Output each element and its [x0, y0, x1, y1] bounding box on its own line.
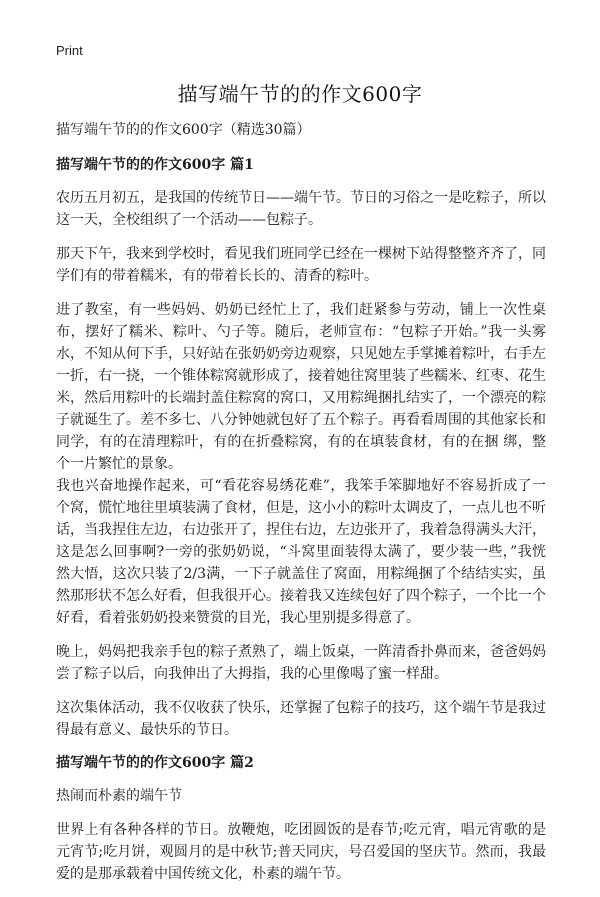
page-title: 描写端午节的的作文600字: [177, 82, 423, 106]
paragraph: 进了教室，有一些妈妈、奶奶已经忙上了，我们赶紧参与劳动，铺上一次性桌布，摆好了糯米、粽叶、勺子等。随后，老师宣布：“包粽子开始。”我一头雾水，不知从何下手，只好站在张奶奶旁边观察，只见她左手掌摊着粽叶，右手左一折，右一挠，一个锥体粽窝就形成了，接着她往窝里装了些糯米、红枣、花生米，然后用粽叶的长端封盖住粽窝的窝口，又用粽绳捆扎结实了，一个漂亮的粽子就诞生了。差不多七、八分钟她就包好了五个粽子。再看看周围的其他家长和同学，有的在清理粽叶，有的在折叠粽窝，有的在填装食材，有的在捆 绑，整个一片繁忙的景象。: [56, 302, 546, 472]
section-heading: 描写端午节的的作文600字 篇2: [56, 755, 254, 771]
paragraph: 晚上，妈妈把我亲手包的粽子煮熟了，端上饭桌，一阵清香扑鼻而来，爸爸妈妈尝了粽子以后，向我伸出了大拇指，我的心里像喝了蜜一样甜。: [56, 644, 546, 682]
paragraph: 热闹而朴素的端午节: [56, 788, 182, 804]
section-heading: 描写端午节的的作文600字 篇1: [56, 157, 254, 173]
print-link[interactable]: Print: [56, 43, 83, 58]
paragraph: 这次集体活动，我不仅收获了快乐，还掌握了包粽子的技巧，这个端午节是我过得最有意义、最快乐的节日。: [56, 700, 546, 738]
paragraph: 世界上有各种各样的节日。放鞭炮，吃团圆饭的是春节;吃元宵，唱元宵歌的是元宵节;吃月饼，观圆月的是中秋节;普天同庆，号召爱国的坚庆节。然而，我最爱的是那承载着中国传统文化，朴素的端午节。: [56, 822, 546, 882]
section-1: [56, 155, 546, 741]
paragraph: 农历五月初五，是我国的传统节日——端午节。节日的习俗之一是吃粽子，所以这一天，全校组织了一个活动——包粽子。: [56, 190, 546, 228]
paragraph: 那天下午，我来到学校时，看见我们班同学已经在一棵树下站得整整齐齐了，同学们有的带着糯米，有的带着长长的、清香的粽叶。: [56, 246, 546, 284]
article-subtitle: 描写端午节的的作文600字（精选30篇）: [56, 122, 311, 138]
paragraph: 我也兴奋地操作起来，可“看花容易绣花难”，我笨手笨脚地好不容易折成了一个窝，慌忙地往里填装满了食材，但是，这小小的粽叶太调皮了，一点儿也不听话，当我捏住左边，右边张开了，捏住右边，左边张开了，我着急得满头大汗，这是怎么回事啊?一旁的张奶奶说，“斗窝里面装得太满了，要少装一些，”我恍然大悟，这次只装了2/3满，一下子就盖住了窝面，用粽绳捆了个结结实实，虽然那形状不怎么好看，但我很开心。接着我又连续包好了四个粽子，一个比一个好看，看着张奶奶投来赞赏的目光，我心里别提多得意了。: [56, 478, 546, 626]
article-body: [56, 120, 546, 897]
section-2: [56, 753, 546, 885]
